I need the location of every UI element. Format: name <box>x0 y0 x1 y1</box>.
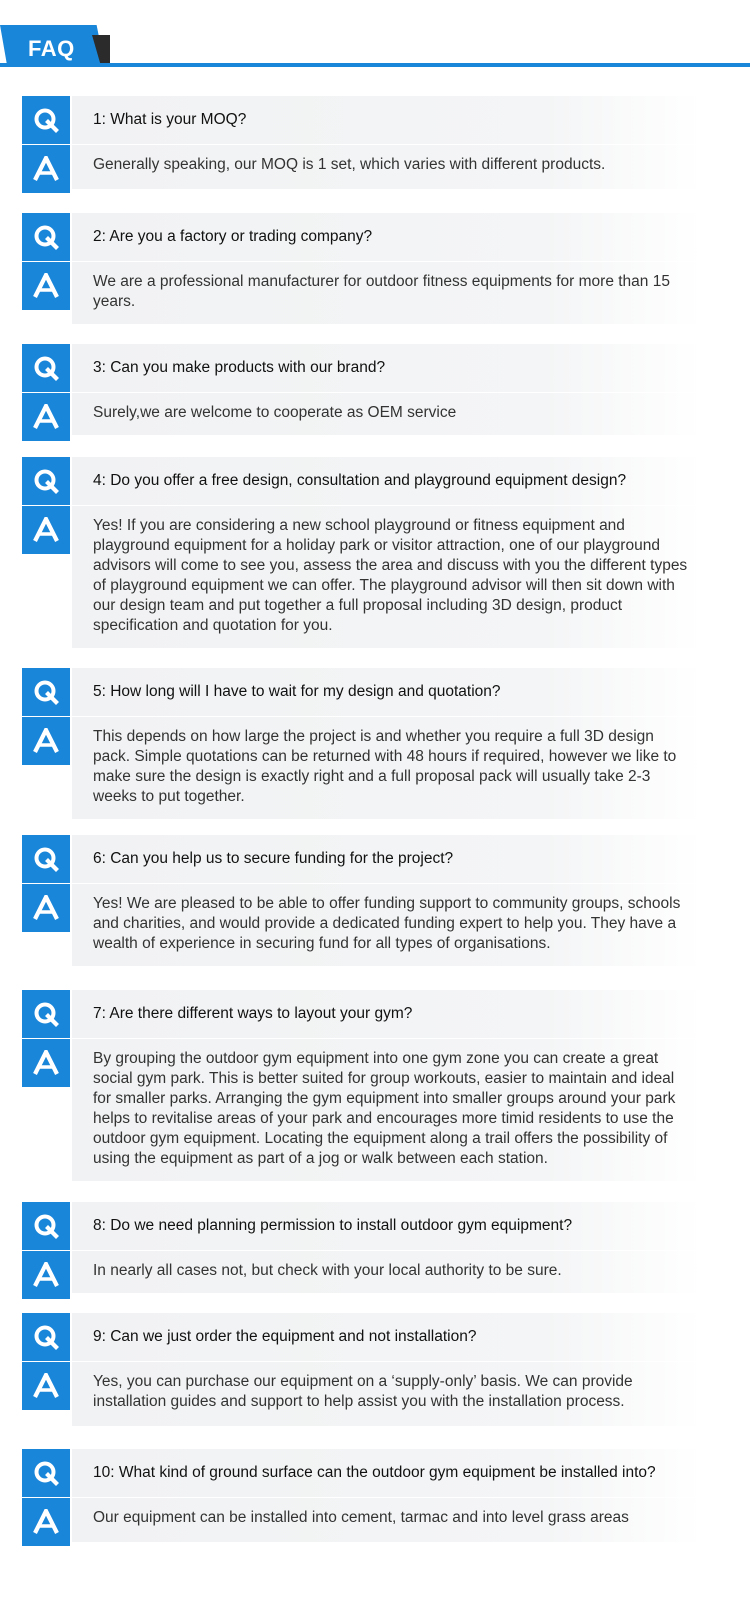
q-badge-icon <box>22 1449 70 1497</box>
faq-answer-10: Our equipment can be installed into cement, tarmac and into level grass areas <box>72 1498 702 1542</box>
header-rule <box>0 63 750 67</box>
faq-header <box>0 0 750 70</box>
page-title: FAQ <box>28 36 75 61</box>
q-badge-icon <box>22 213 70 261</box>
q-badge-icon <box>22 344 70 392</box>
a-badge-icon <box>22 393 70 441</box>
a-badge-icon <box>22 1039 70 1087</box>
a-badge-icon <box>22 1362 70 1410</box>
faq-question-2: 2: Are you a factory or trading company? <box>72 213 702 261</box>
faq-answer-8: In nearly all cases not, but check with your local authority to be sure. <box>72 1251 702 1293</box>
faq-question-5: 5: How long will I have to wait for my design and quotation? <box>72 668 702 716</box>
faq-question-8: 8: Do we need planning permission to install outdoor gym equipment? <box>72 1202 702 1250</box>
faq-answer-6: Yes! We are pleased to be able to offer funding support to community groups, schools and charities, and would provide a dedicated funding expert to help you. They have a wealth of experience in securing fund for all types of organisations. <box>72 884 702 966</box>
faq-answer-7: By grouping the outdoor gym equipment into one gym zone you can create a great social gym park. This is better suited for group workouts, easier to maintain and ideal for smaller parks. Arranging the gym equipment into smaller groups around your park helps to revitalise areas of your park and encourages more timid residents to use the outdoor gym equipment. Locating the equipment along a trail offers the possibility of using the equipment as part of a jog or walk between each station. <box>72 1039 702 1181</box>
faq-answer-5: This depends on how large the project is and whether you require a full 3D design pack. Simple quotations can be returned with 48 hours if required, however we like to make sure the design is exactly right and a full proposal pack will usually take 2-3 weeks to put together. <box>72 717 702 819</box>
q-badge-icon <box>22 96 70 144</box>
faq-answer-9: Yes, you can purchase our equipment on a ‘supply-only’ basis. We can provide installation guides and support to help assist you with the installation process. <box>72 1362 702 1426</box>
q-badge-icon <box>22 990 70 1038</box>
faq-answer-2: We are a professional manufacturer for outdoor fitness equipments for more than 15 years. <box>72 262 702 324</box>
faq-question-1: 1: What is your MOQ? <box>72 96 702 144</box>
faq-answer-4: Yes! If you are considering a new school playground or fitness equipment and playground equipment for a holiday park or visitor attraction, one of our playground advisors will come to see you, assess the area and discuss with you the different types of playground equipment we can offer. The playground advisor will then sit down with our design team and put together a full proposal including 3D design, product specification and quotation for you. <box>72 506 702 648</box>
faq-question-9: 9: Can we just order the equipment and not installation? <box>72 1313 702 1361</box>
a-badge-icon <box>22 1498 70 1546</box>
faq-question-3: 3: Can you make products with our brand? <box>72 344 702 392</box>
a-badge-icon <box>22 506 70 554</box>
faq-question-10: 10: What kind of ground surface can the outdoor gym equipment be installed into? <box>72 1449 702 1497</box>
faq-answer-1: Generally speaking, our MOQ is 1 set, which varies with different products. <box>72 145 702 189</box>
a-badge-icon <box>22 145 70 193</box>
q-badge-icon <box>22 835 70 883</box>
q-badge-icon <box>22 1313 70 1361</box>
faq-question-7: 7: Are there different ways to layout your gym? <box>72 990 702 1038</box>
a-badge-icon <box>22 884 70 932</box>
faq-question-6: 6: Can you help us to secure funding for the project? <box>72 835 702 883</box>
a-badge-icon <box>22 717 70 765</box>
q-badge-icon <box>22 668 70 716</box>
q-badge-icon <box>22 1202 70 1250</box>
faq-question-4: 4: Do you offer a free design, consultation and playground equipment design? <box>72 457 702 505</box>
a-badge-icon <box>22 262 70 310</box>
a-badge-icon <box>22 1251 70 1299</box>
faq-answer-3: Surely,we are welcome to cooperate as OEM service <box>72 393 702 435</box>
q-badge-icon <box>22 457 70 505</box>
